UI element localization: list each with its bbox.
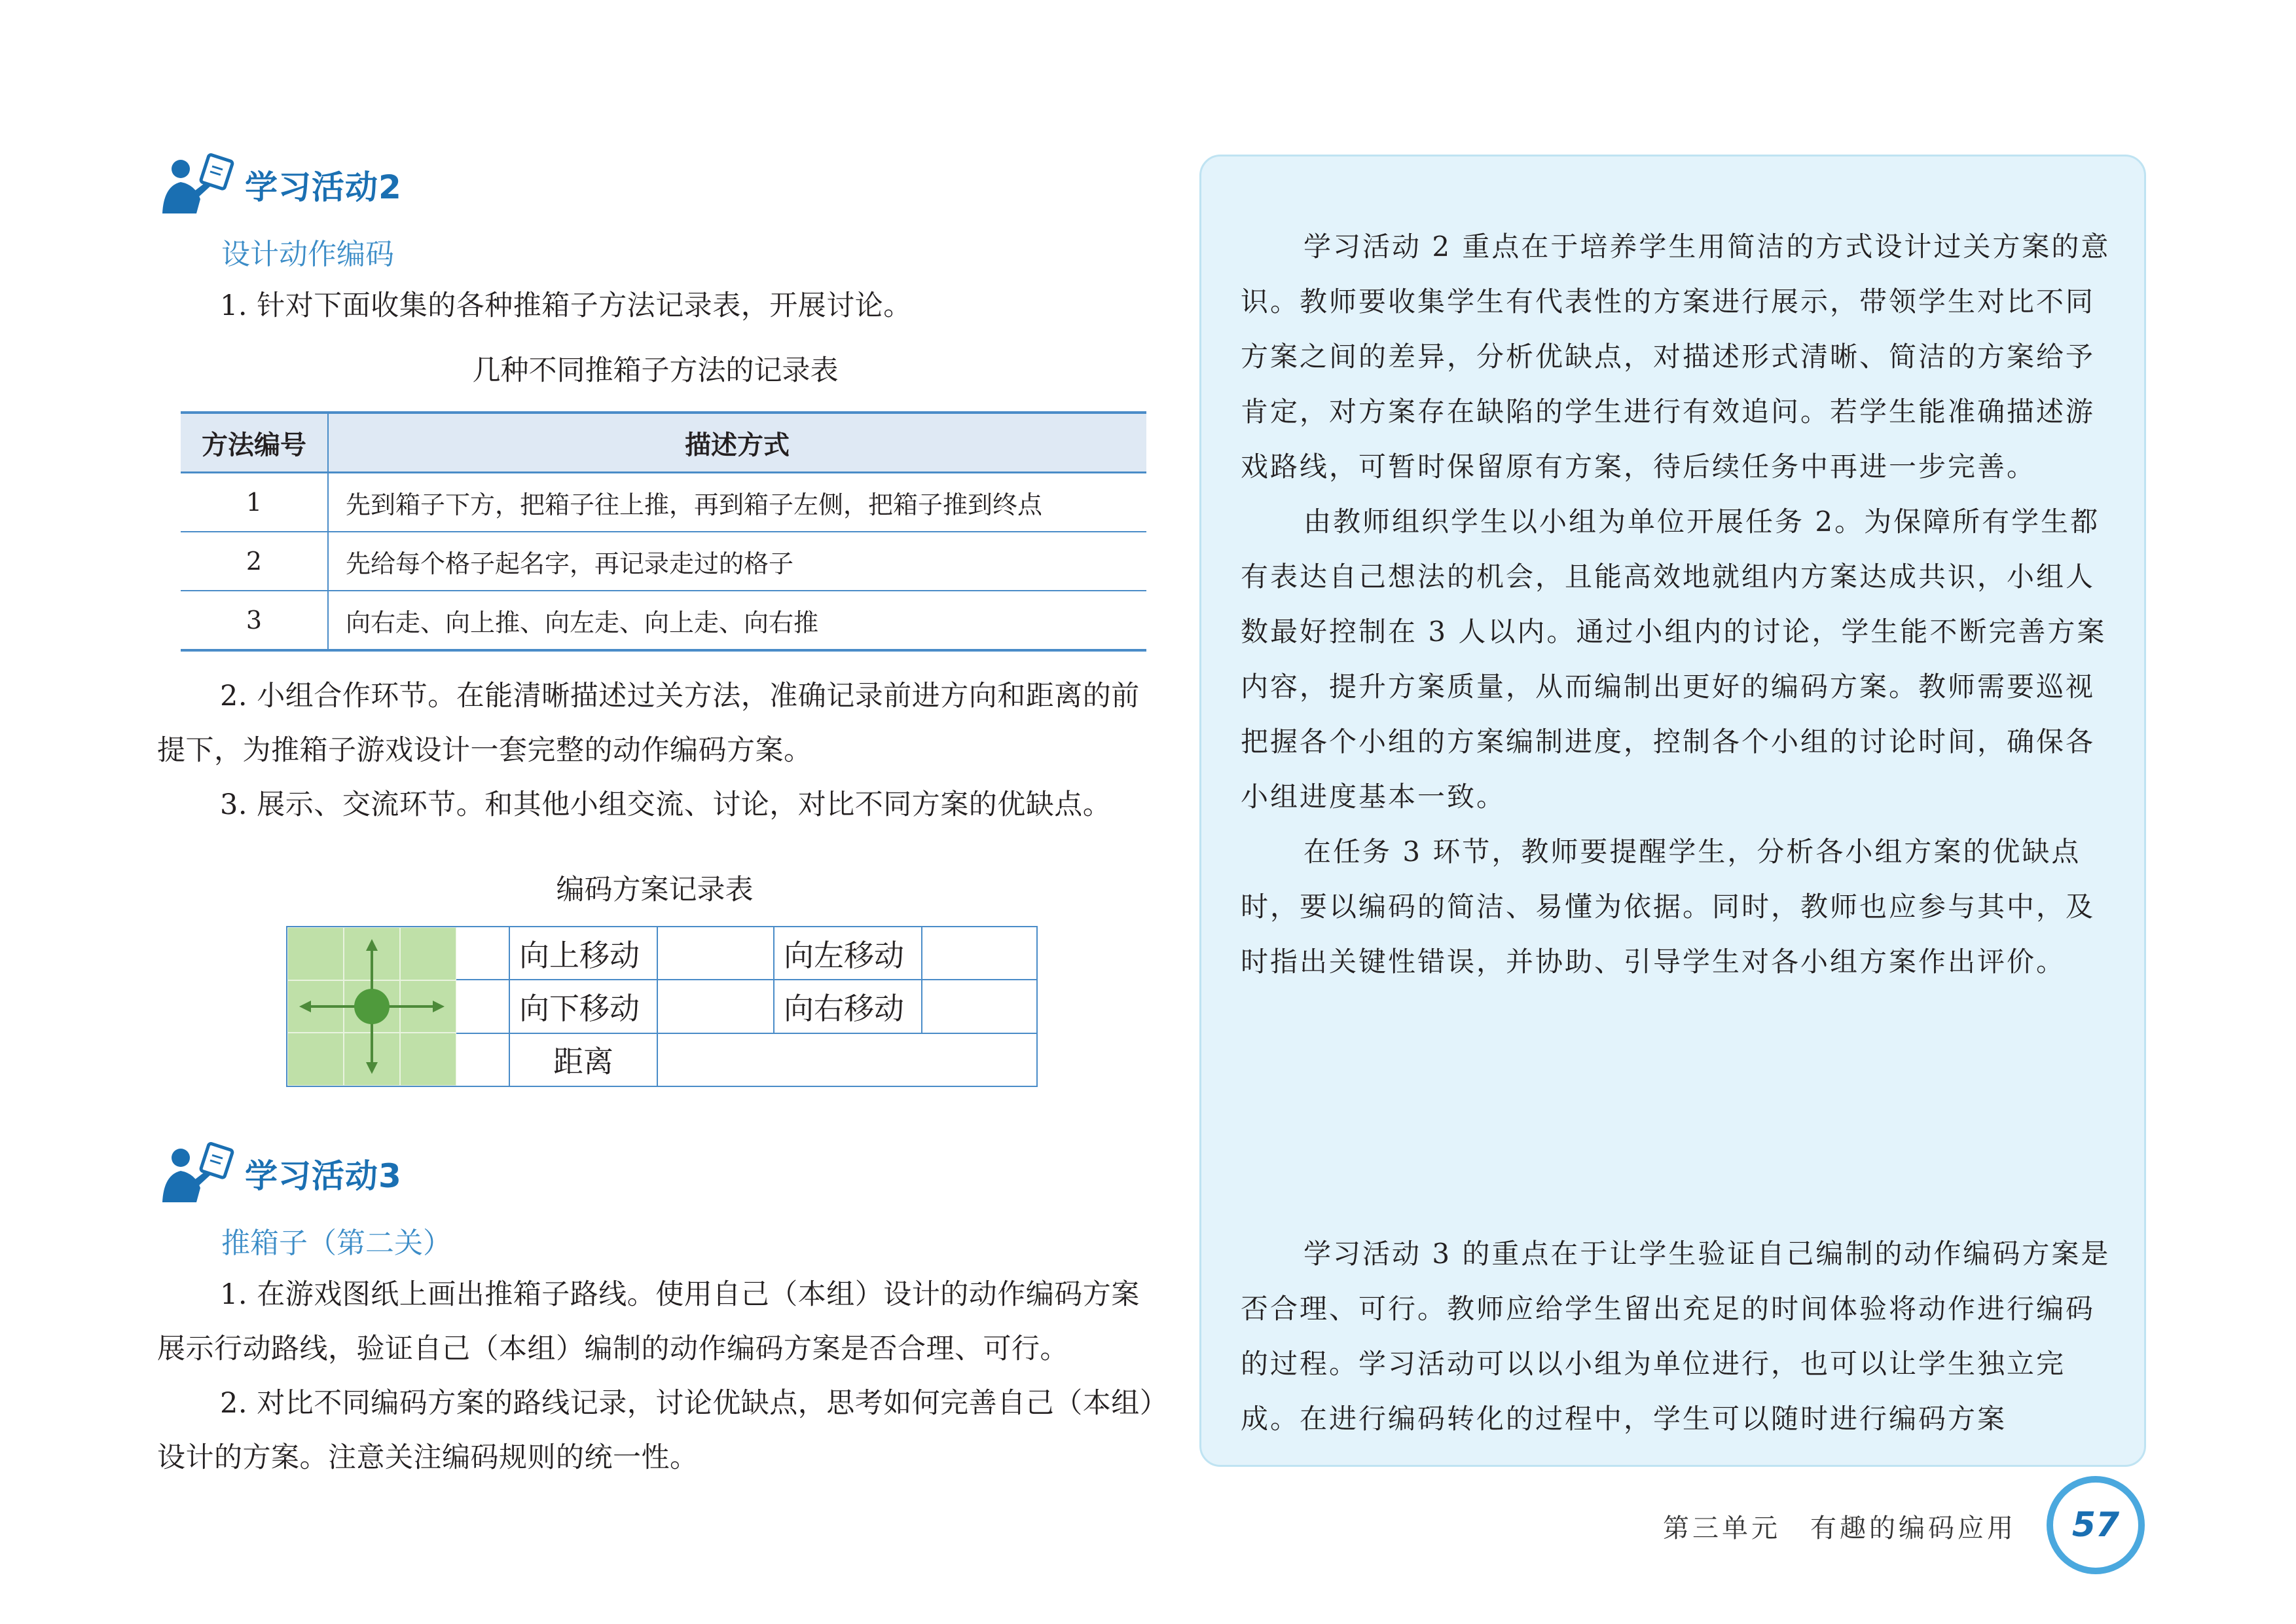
cell-move-up — [657, 927, 774, 980]
table-row — [181, 591, 1146, 650]
teacher-note-p2: 由教师组织学生以小组为单位开展任务 2。为保障所有学生都有表达自己想法的机会，且能高效地就组内方案达成共识，小组人数最好控制在 3 人以内。通过小组内的讨论，学生能不断完善方案内容，提升方案质量，从而编制出更好的编码方案。教师需要巡视把握各个小组的方案编制进度，控制各个小组的讨论时间，确保各小组进度基本一致。 — [1241, 506, 2107, 813]
table-header-row — [181, 413, 1146, 473]
table-cell-id: 3 — [181, 591, 328, 650]
table-cell-id: 1 — [181, 473, 328, 532]
direction-cross-icon — [287, 927, 456, 1086]
cell-move-right — [922, 980, 1036, 1033]
table-row — [181, 473, 1146, 532]
cell-distance — [657, 1033, 1036, 1086]
activity3-subtitle: 推箱子（第二关） — [221, 1227, 452, 1260]
activity3-heading — [157, 1141, 402, 1206]
label-distance: 距离 — [509, 1033, 657, 1086]
activity2-item1: 1. 针对下面收集的各种推箱子方法记录表，开展讨论。 — [220, 289, 912, 322]
table-cell-desc: 先到箱子下方，把箱子往上推，再到箱子左侧，把箱子推到终点 — [328, 473, 1146, 532]
code-table-caption: 编码方案记录表 — [556, 874, 754, 906]
page-number: 57 — [2071, 1505, 2120, 1545]
label-move-right: 向右移动 — [774, 980, 922, 1033]
teacher-note-p3: 在任务 3 环节，教师要提醒学生，分析各小组方案的优缺点时，要以编码的简洁、易懂为依据。同时，教师也应参与其中，及时指出关键性错误，并协助、引导学生对各小组方案作出评价。 — [1241, 836, 2096, 978]
table-cell-id: 2 — [181, 532, 328, 591]
cell-move-down — [657, 980, 774, 1033]
activity3-title: 学习活动3 — [245, 1157, 402, 1195]
cell-move-left — [922, 927, 1036, 980]
table-header-description: 描述方式 — [328, 413, 1146, 473]
footer-unit-title: 第三单元 有趣的编码应用 — [1663, 1513, 2016, 1543]
activity3-items-block — [157, 1268, 1156, 1485]
table-cell-desc: 向右走、向上推、向左走、向上走、向右推 — [328, 591, 1146, 650]
student-with-book-icon — [157, 153, 236, 216]
teacher-notes-upper — [1241, 219, 2111, 989]
activity2-item3: 3. 展示、交流环节。和其他小组交流、讨论，对比不同方案的优缺点。 — [220, 788, 1112, 821]
method-table-caption: 几种不同推箱子方法的记录表 — [472, 354, 839, 387]
label-move-down: 向下移动 — [509, 980, 657, 1033]
table-row — [181, 532, 1146, 591]
activity2-subtitle: 设计动作编码 — [221, 238, 394, 271]
activity3-item2: 2. 对比不同编码方案的路线记录，讨论优缺点，思考如何完善自己（本组）设计的方案。注意关注编码规则的统一性。 — [157, 1387, 1154, 1474]
table-cell-desc: 先给每个格子起名字，再记录走过的格子 — [328, 532, 1146, 591]
table-header-method-id: 方法编号 — [181, 413, 328, 473]
label-move-left: 向左移动 — [774, 927, 922, 980]
table-row — [456, 980, 1036, 1033]
teacher-note-p4: 学习活动 3 的重点在于让学生验证自己编制的动作编码方案是否合理、可行。教师应给学生留出充足的时间体验将动作进行编码的过程。学习活动可以以小组为单位进行，也可以让学生独立完成。在进行编码转化的过程中，学生可以随时进行编码方案 — [1241, 1238, 2111, 1435]
activity2-heading — [157, 152, 402, 217]
table-row — [456, 1033, 1036, 1086]
activity2-items-block — [157, 669, 1156, 832]
teacher-note-p1: 学习活动 2 重点在于培养学生用简洁的方式设计过关方案的意识。教师要收集学生有代表性的方案进行展示，带领学生对比不同方案之间的差异，分析优缺点，对描述形式清晰、简洁的方案给予肯定，对方案存在缺陷的学生进行有效追问。若学生能准确描述游戏路线，可暂时保留原有方案，待后续任务中再进一步完善。 — [1241, 231, 2111, 483]
code-scheme-table — [286, 926, 1038, 1087]
code-entries — [456, 927, 1036, 1086]
activity2-title: 学习活动2 — [245, 168, 402, 206]
direction-grid — [287, 927, 456, 1086]
method-table — [181, 411, 1146, 652]
table-row — [456, 927, 1036, 980]
label-move-up: 向上移动 — [509, 927, 657, 980]
activity2-item2: 2. 小组合作环节。在能清晰描述过关方法，准确记录前进方向和距离的前提下，为推箱子游戏设计一套完整的动作编码方案。 — [157, 680, 1140, 767]
teacher-notes-panel — [1199, 155, 2146, 1467]
teacher-notes-lower — [1241, 1227, 2111, 1447]
activity2-item1-block — [157, 279, 1156, 333]
activity3-item1: 1. 在游戏图纸上画出推箱子路线。使用自己（本组）设计的动作编码方案展示行动路线，验证自己（本组）编制的动作编码方案是否合理、可行。 — [157, 1278, 1140, 1365]
student-with-book-icon — [157, 1142, 236, 1205]
page-number-badge — [2047, 1476, 2145, 1574]
